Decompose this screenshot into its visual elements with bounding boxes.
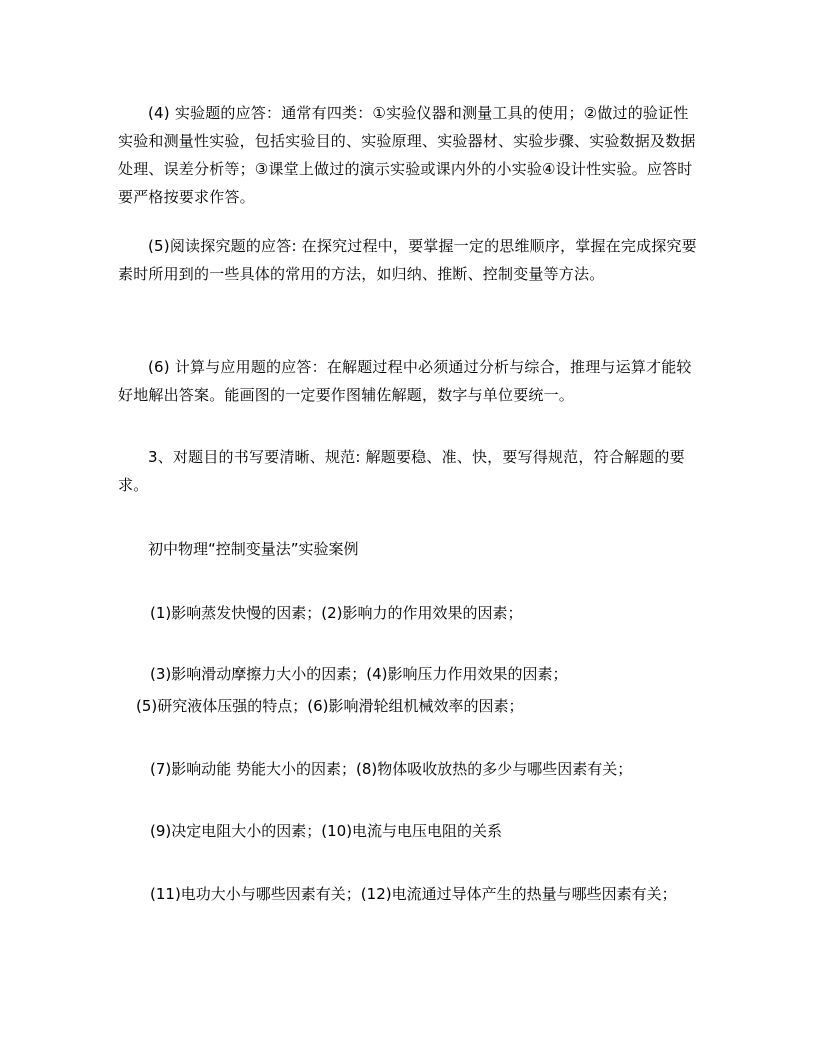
- example-line-3: (5)研究液体压强的特点；(6)影响滑轮组机械效率的因素；: [136, 697, 524, 715]
- section-title: 初中物理“控制变量法”实验案例: [148, 540, 359, 558]
- paragraph-experiment-answers: (4) 实验题的应答：通常有四类：①实验仪器和测量工具的使用；②做过的验证性实验和测量性实验，包括实验目的、实验原理、实验器材、实验步骤、实验数据及数据处理、误差分析等；③课堂上做过的演示实验或课内外的小实验④设计性实验。应答时要严格按要求作答。: [118, 104, 696, 206]
- paragraph-inquiry-answers: (5)阅读探究题的应答: 在探究过程中，要掌握一定的思维顺序，掌握在完成探究要素时所用到的一些具体的常用的方法，如归纳、推断、控制变量等方法。: [118, 237, 697, 283]
- paragraph-writing-requirements: 3、对题目的书写要清晰、规范: 解题要稳、准、快，要写得规范，符合解题的要求。: [118, 448, 685, 494]
- example-line-1: (1)影响蒸发快慢的因素；(2)影响力的作用效果的因素；: [150, 604, 523, 622]
- paragraph-calculation-answers: (6) 计算与应用题的应答：在解题过程中必须通过分析与综合，推理与运算才能较好地解出答案。能画图的一定要作图辅佐解题，数字与单位要统一。: [118, 358, 692, 404]
- example-line-6: (11)电功大小与哪些因素有关；(12)电流通过导体产生的热量与哪些因素有关；: [150, 885, 677, 903]
- example-line-4: (7)影响动能 势能大小的因素；(8)物体吸收放热的多少与哪些因素有关；: [150, 760, 633, 778]
- example-line-2: (3)影响滑动摩擦力大小的因素；(4)影响压力作用效果的因素；: [150, 665, 568, 683]
- example-line-5: (9)决定电阻大小的因素；(10)电流与电压电阻的关系: [150, 822, 503, 840]
